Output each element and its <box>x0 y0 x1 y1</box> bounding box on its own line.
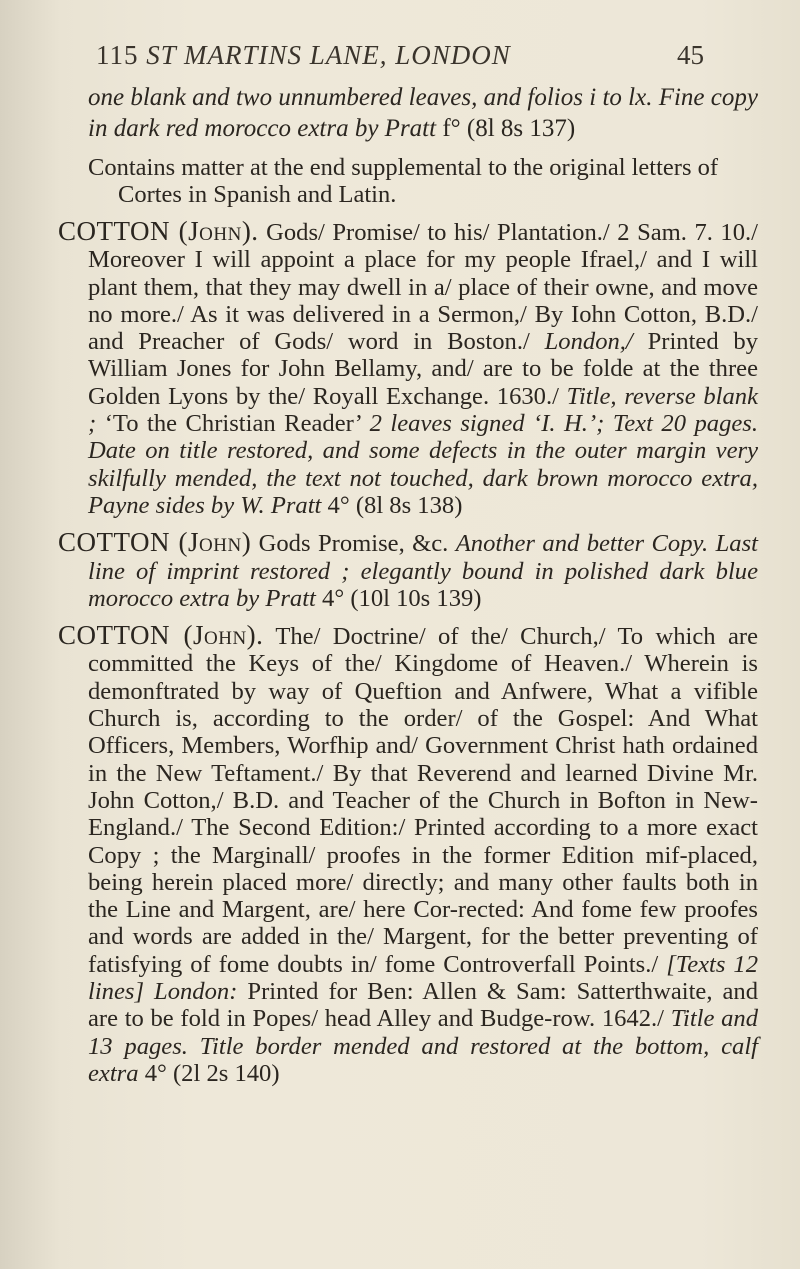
author-surname: COTTON <box>58 527 171 558</box>
author-surname: COTTON <box>58 620 171 651</box>
previous-entry-tail <box>58 82 758 144</box>
entry-imprint-text: Printed for Ben: Allen & Sam: Satterthwaite, and are to be fold in Popes/ head Alley and Budge-row. 1642./ <box>88 978 758 1033</box>
entry-collation: Title, reverse blank ; <box>88 382 758 438</box>
entry-description: 2 leaves signed ‘I. H.’; Text 20 pages. Date on title restored, and some defects in the outer margin very skilfully mended, the text not touched, dark brown morocco extra, Payne sides by W. Pratt <box>88 410 759 519</box>
previous-entry-note-cont: Cortes in Spanish and Latin. <box>118 181 397 208</box>
previous-entry-text: one blank and two unnumbered leaves, and folios i to lx. Fine copy in dark red morocco extra by Pratt <box>88 84 758 142</box>
entry-heading: COTTON (John) <box>58 527 252 558</box>
entry-description: Another and better Copy. Last line of imprint restored ; elegantly bound in polished dark blue morocco extra by Pratt <box>88 530 758 612</box>
running-head-address: ST MARTINS LANE, LONDON <box>146 40 511 70</box>
running-head-number: 115 <box>96 40 139 70</box>
author-forename: John <box>188 216 242 246</box>
entry-imprint-place: [Texts 12 lines] London: <box>88 950 759 1006</box>
catalogue-entry <box>58 622 758 1087</box>
entry-description: Title and 13 pages. Title border mended and restored at the bottom, calf extra <box>88 1005 758 1087</box>
entry-heading: COTTON (John). <box>58 620 264 651</box>
entry-imprint-text: Printed by William Jones for John Bellamy, and/ are to be folde at the three Golden Lyons by the/ Royall Exchange. 1630./ <box>88 328 758 410</box>
previous-entry-note <box>58 154 758 208</box>
previous-entry-note-line: Contains matter at the end supplemental to the original letters of <box>88 154 719 181</box>
entry-catalogue-number: 4° (10l 10s 139) <box>322 584 482 612</box>
entry-catalogue-number: 4° (2l 2s 140) <box>144 1059 280 1087</box>
running-head-title <box>96 40 511 71</box>
author-forename: John <box>188 527 242 558</box>
entry-title-text: Gods Promise, &c. <box>258 530 449 558</box>
previous-entry-catalogue: f° (8l 8s 137) <box>442 115 576 142</box>
author-forename: John <box>193 620 247 651</box>
entry-title-text: Gods/ Promise/ to his/ Plantation./ 2 Sam. 7. 10./ Moreover I will appoint a place for my people Ifrael,/ and I will plant them, that they may dwell in a/ place of their owne, and move no more./ As it was delivered in a Sermon,/ By Iohn Cotton, B.D./ and Preacher of Gods/ word in Boston./ <box>88 219 759 356</box>
author-surname: COTTON <box>58 216 171 246</box>
catalogue-entry <box>58 529 758 612</box>
entry-preface-title: ‘To the Christian Reader’ <box>104 410 362 438</box>
entry-catalogue-number: 4° (8l 8s 138) <box>327 491 463 519</box>
entry-heading: COTTON (John). <box>58 216 259 246</box>
running-head <box>0 40 800 80</box>
entry-title-text: The/ Doctrine/ of the/ Church,/ To which are committed the Keys of the/ Kingdome of Heaven./ Wherein is demonftrated by way of Queftion and Anfwere, What a vifible Church is, according to the order/ of the Gospel: And What Officers, Members, Worfhip and/ Government Christ hath ordained in the New Teftament./ By that Reverend and learned Divine Mr. John Cotton,/ B.D. and Teacher of the Church in Bofton in New-England./ The Second Edition:/ Printed according to a more exact Copy ; the Marginall/ proofes in the former Edition mif-placed, being herein placed more/ directly; and many other faults both in the Line and Margent, are/ here Cor-rected: And fome few proofes and words are added in the/ Margent, for the better preventing of fatisfying of fome doubts in/ fome Controverfall Points./ <box>88 623 758 978</box>
page-number: 45 <box>677 40 704 70</box>
entry-imprint-place: London,/ <box>544 328 633 356</box>
catalogue-body <box>58 82 758 1097</box>
catalogue-entry <box>58 218 758 519</box>
